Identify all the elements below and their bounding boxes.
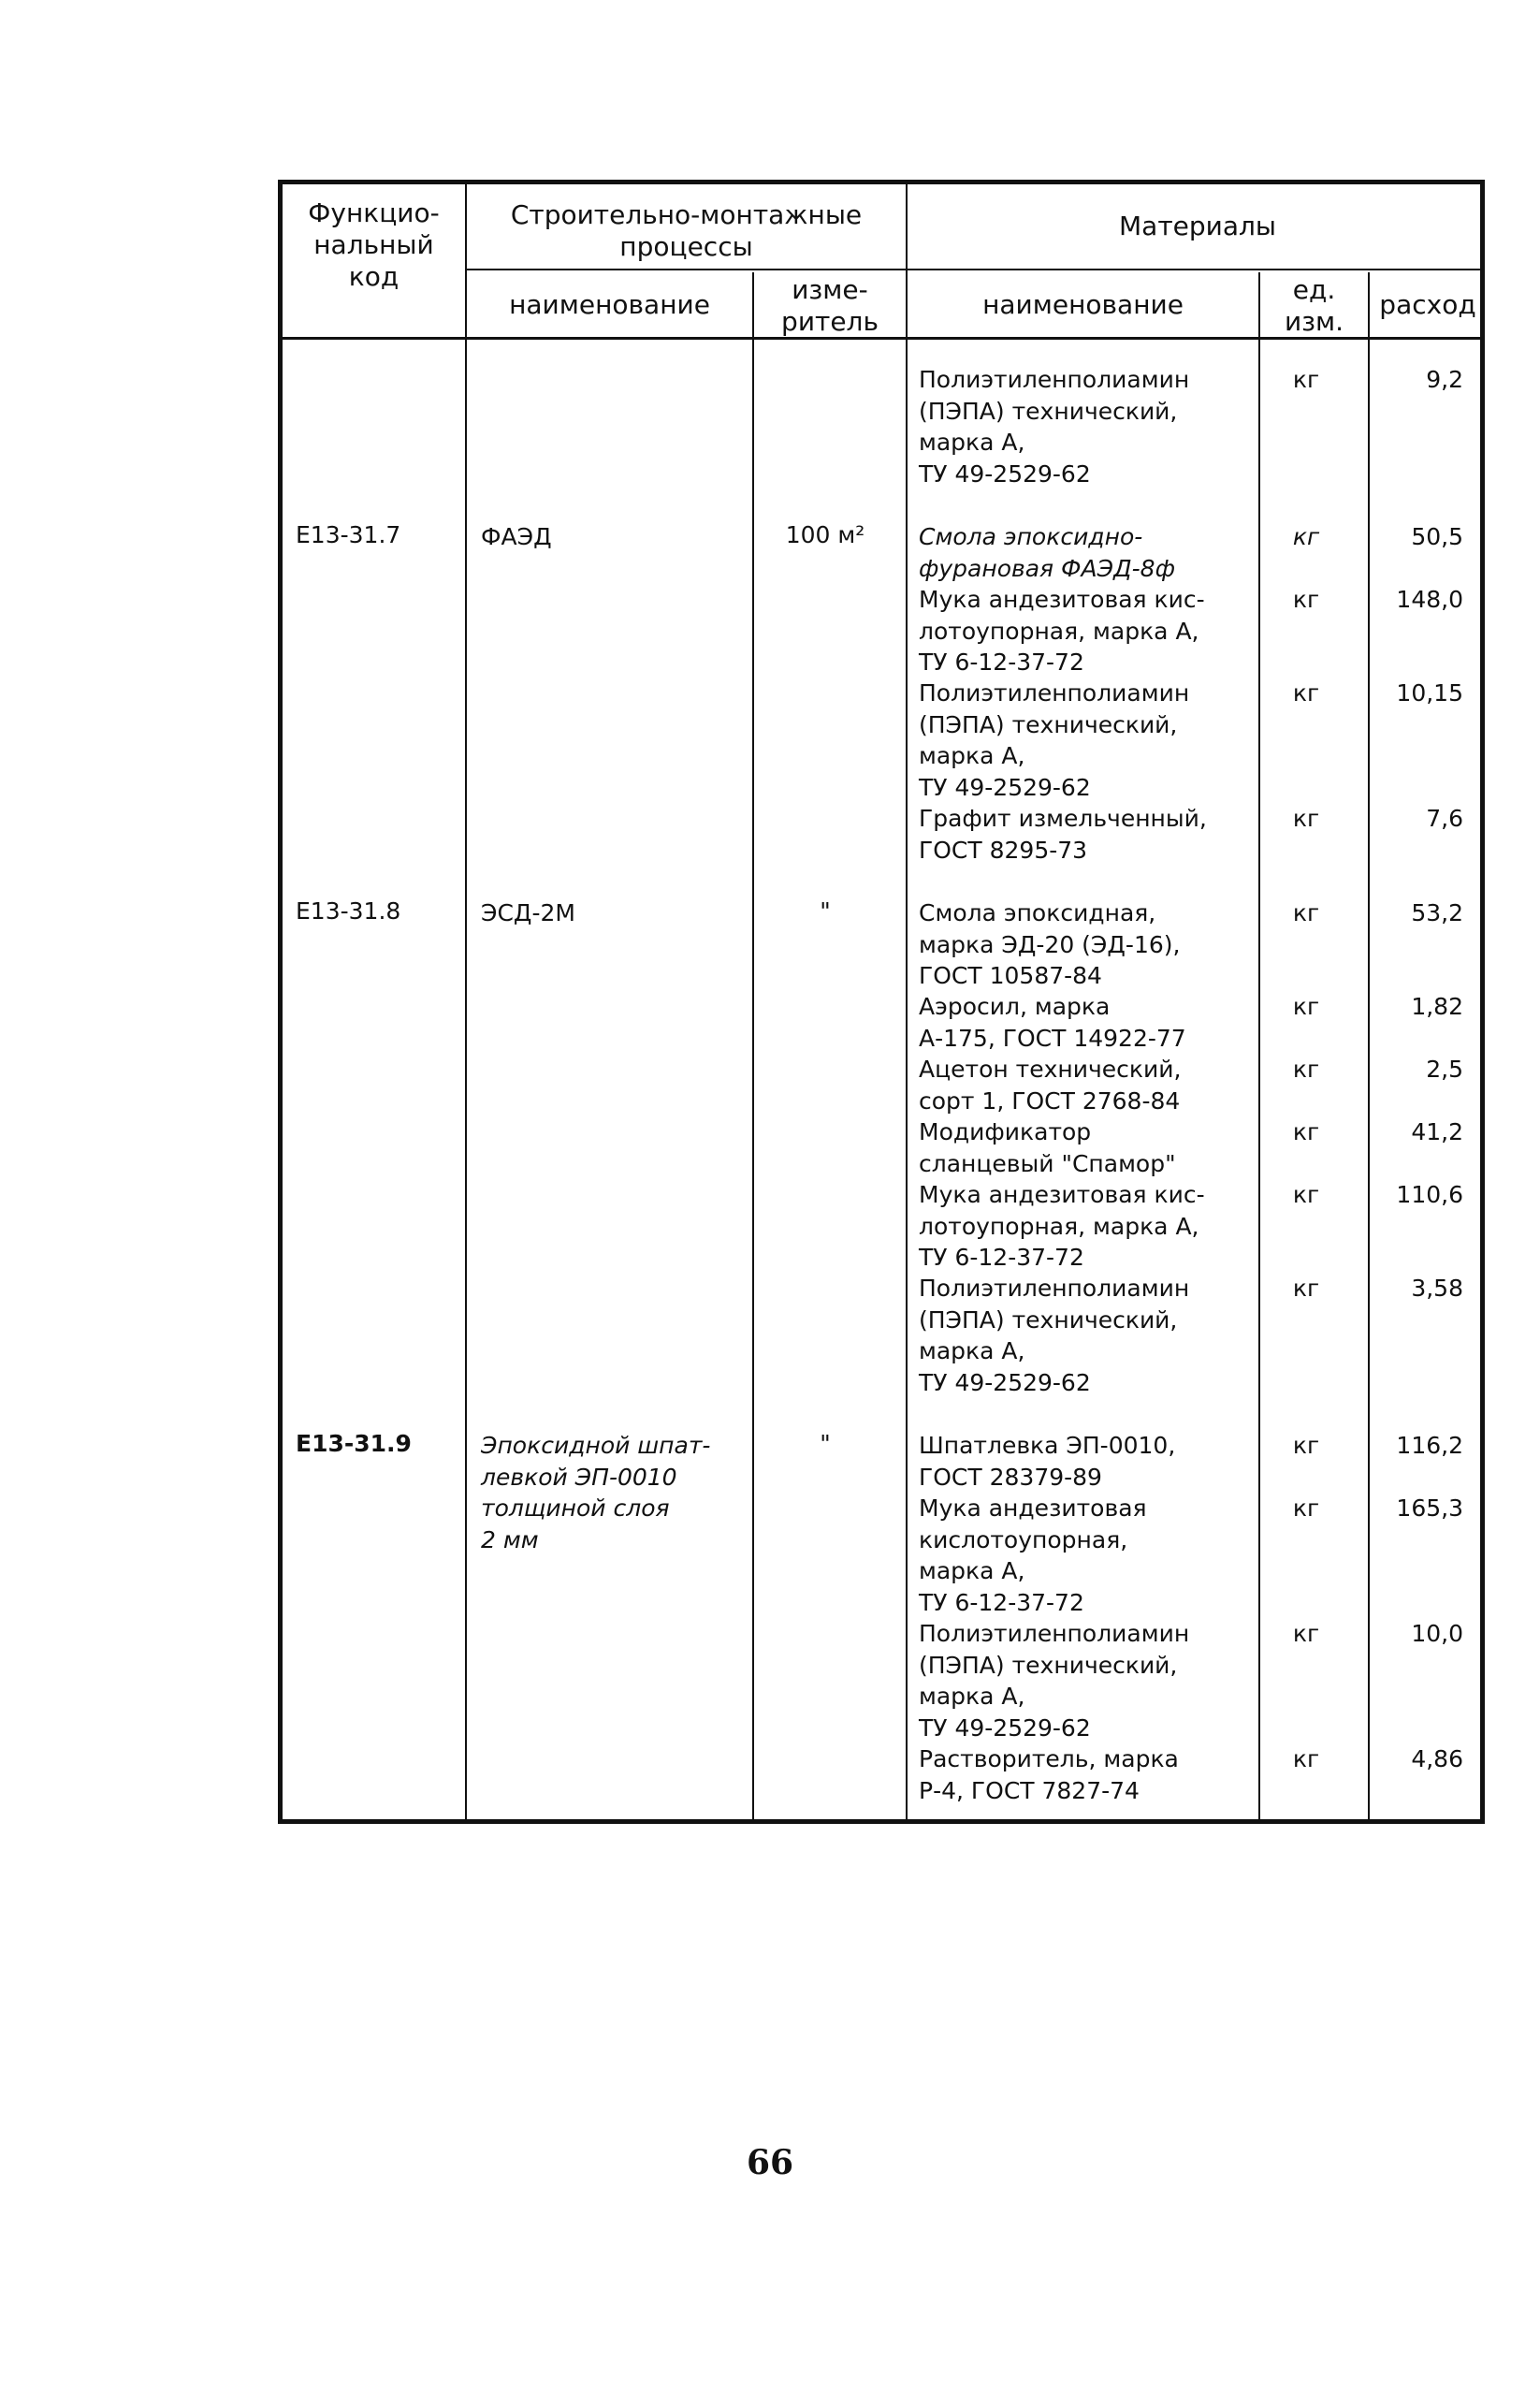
row-process: ЭСД-2М	[481, 899, 575, 926]
material-name: Аэросил, марка А-175, ГОСТ 14922-77	[919, 993, 1186, 1052]
row-process: ФАЭД	[481, 523, 552, 550]
material-consumption: 50,5	[1411, 523, 1463, 550]
col-divider	[1258, 272, 1260, 1819]
material-name: Полиэтиленполиамин (ПЭПА) технический, марка А, ТУ 49-2529-62	[919, 679, 1190, 801]
material-unit: кг	[1292, 1432, 1320, 1459]
header-consumption: расход	[1379, 289, 1476, 320]
material-name: Шпатлевка ЭП-0010, ГОСТ 28379-89	[919, 1432, 1176, 1491]
material-name: Мука андезитовая кис- лотоупорная, марка А, ТУ 6-12-37-72	[919, 1181, 1205, 1271]
material-unit: кг	[1292, 1745, 1320, 1772]
material-unit: кг	[1292, 366, 1320, 393]
row-meter: "	[820, 897, 831, 925]
material-name: Смола эпоксидная, марка ЭД-20 (ЭД-16), ГОСТ 10587-84	[919, 899, 1181, 989]
material-unit: кг	[1292, 1494, 1320, 1522]
header-material-name: наименование	[982, 289, 1184, 320]
material-consumption: 116,2	[1396, 1432, 1463, 1459]
header-divider	[465, 269, 1480, 270]
row-meter: "	[820, 1430, 831, 1457]
material-name: Мука андезитовая кис- лотоупорная, марка А, ТУ 6-12-37-72	[919, 586, 1205, 676]
material-name: Модификатор сланцевый "Спамор"	[919, 1118, 1176, 1177]
row-code: Е13-31.8	[296, 897, 401, 925]
material-unit: кг	[1292, 679, 1320, 707]
page-number: 66	[746, 2143, 794, 2182]
material-consumption: 2,5	[1426, 1056, 1463, 1083]
row-code: Е13-31.7	[296, 521, 401, 548]
material-unit: кг	[1292, 805, 1320, 832]
material-consumption: 110,6	[1396, 1181, 1463, 1208]
material-name: Полиэтиленполиамин (ПЭПА) технический, марка А, ТУ 49-2529-62	[919, 1275, 1190, 1396]
material-consumption: 9,2	[1426, 366, 1463, 393]
col-divider	[1368, 272, 1370, 1819]
col-divider	[752, 272, 754, 1819]
material-consumption: 41,2	[1411, 1118, 1463, 1145]
material-name: Полиэтиленполиамин (ПЭПА) технический, марка А, ТУ 49-2529-62	[919, 1620, 1190, 1742]
material-consumption: 1,82	[1411, 993, 1463, 1020]
header-code: Функцио- нальный код	[308, 197, 440, 292]
material-consumption: 10,15	[1396, 679, 1463, 707]
header-meter: изме- ритель	[781, 274, 879, 337]
header-processes: Строительно-монтажные процессы	[510, 199, 863, 262]
material-unit: кг	[1292, 523, 1320, 550]
material-consumption: 165,3	[1396, 1494, 1463, 1522]
material-consumption: 148,0	[1396, 586, 1463, 613]
row-code: Е13-31.9	[296, 1430, 412, 1457]
material-unit: кг	[1292, 1056, 1320, 1083]
material-name: Графит измельченный, ГОСТ 8295-73	[919, 805, 1207, 864]
material-unit: кг	[1292, 1620, 1320, 1647]
material-consumption: 53,2	[1411, 899, 1463, 926]
material-unit: кг	[1292, 1181, 1320, 1208]
material-consumption: 10,0	[1411, 1620, 1463, 1647]
material-consumption: 7,6	[1426, 805, 1463, 832]
material-name: Полиэтиленполиамин (ПЭПА) технический, марка А, ТУ 49-2529-62	[919, 366, 1190, 488]
material-unit: кг	[1292, 899, 1320, 926]
material-unit: кг	[1292, 1275, 1320, 1302]
col-divider	[465, 184, 467, 1819]
material-consumption: 4,86	[1411, 1745, 1463, 1772]
materials-table	[278, 180, 1485, 1824]
col-divider	[906, 184, 908, 1819]
header-process-name: наименование	[509, 289, 710, 320]
material-consumption: 3,58	[1411, 1275, 1463, 1302]
material-name: Растворитель, марка Р-4, ГОСТ 7827-74	[919, 1745, 1179, 1804]
row-meter: 100 м²	[785, 521, 865, 548]
row-process: Эпоксидной шпат- левкой ЭП-0010 толщиной слоя 2 мм	[481, 1432, 711, 1553]
material-unit: кг	[1292, 1118, 1320, 1145]
material-name: Мука андезитовая кислотоупорная, марка А, ТУ 6-12-37-72	[919, 1494, 1147, 1616]
material-unit: кг	[1292, 993, 1320, 1020]
material-name: Ацетон технический, сорт 1, ГОСТ 2768-84	[919, 1056, 1182, 1115]
material-unit: кг	[1292, 586, 1320, 613]
header-unit: ед. изм.	[1284, 274, 1344, 337]
header-materials: Материалы	[1119, 211, 1276, 241]
material-name: Смола эпоксидно- фурановая ФАЭД-8ф	[919, 523, 1175, 582]
